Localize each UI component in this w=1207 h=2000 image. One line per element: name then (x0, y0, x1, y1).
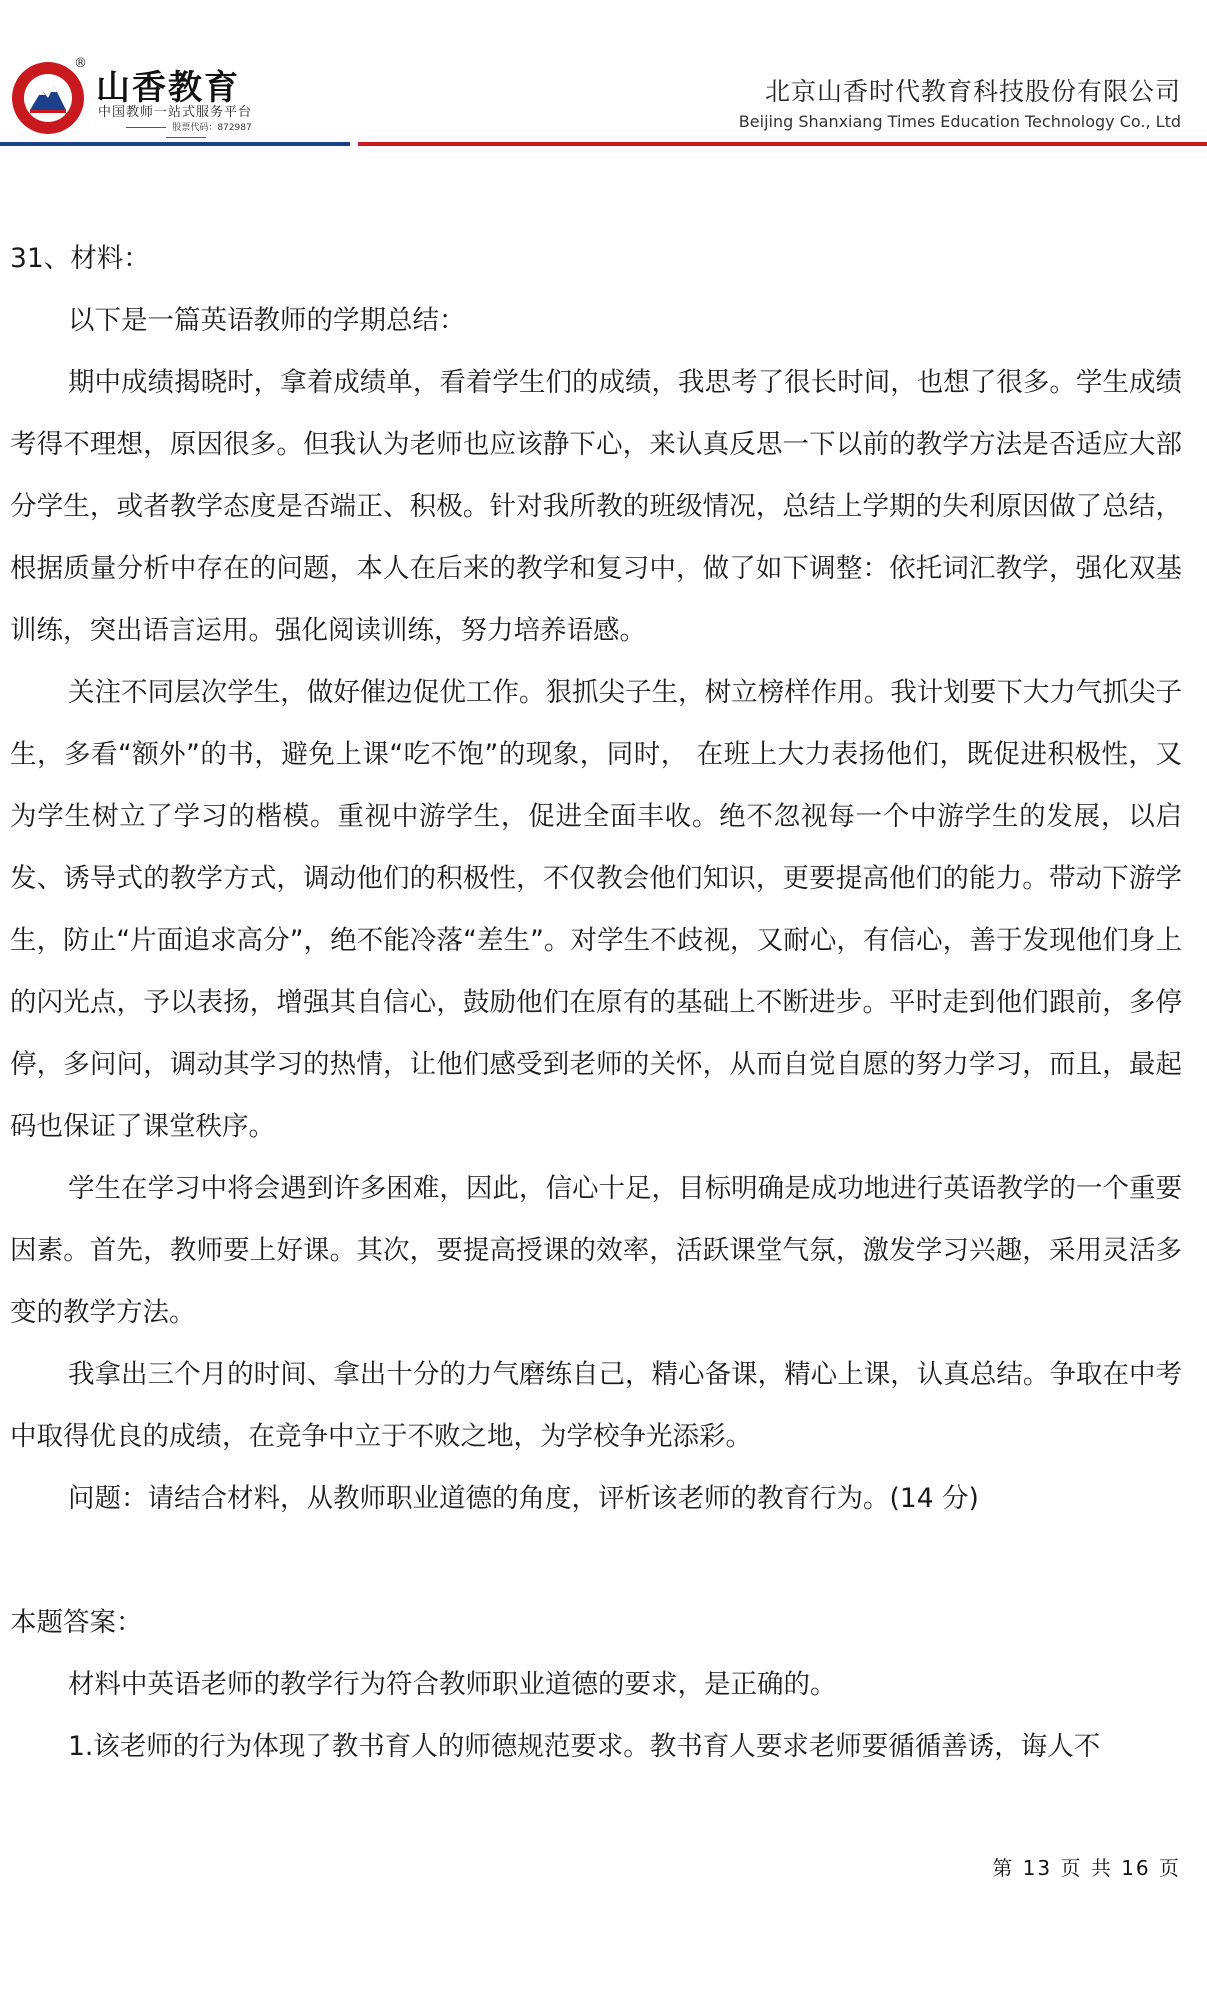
header-divider (0, 142, 1207, 146)
header-divider-red (358, 142, 1207, 146)
material-paragraph-4: 我拿出三个月的时间、拿出十分的力气磨练自己，精心备课，精心上课，认真总结。争取在中考中取得优良的成绩，在竞争中立于不败之地，为学校争光添彩。 (10, 1359, 1182, 1452)
document-body (10, 228, 1182, 1778)
material-paragraph-2: 关注不同层次学生，做好催边促优工作。狠抓尖子生，树立榜样作用。我计划要下大力气抓尖子生，多看“额外”的书，避免上课“吃不饱”的现象，同时， 在班上大力表扬他们，既促进积极性，又为学生树立了学习的楷模。重视中游学生，促进全面丰收。绝不忽视每一个中游学生的发展，以启发、诱导式的教学方式，调动他们的积极性，不仅教会他们知识，更要提高他们的能力。带动下游学生，防止“片面追求高分”，绝不能冷落“差生”。对学生不歧视，又耐心，有信心，善于发现他们身上的闪光点，予以表扬，增强其自信心，鼓励他们在原有的基础上不断进步。平时走到他们跟前，多停停，多问问，调动其学习的热情，让他们感受到老师的关怀，从而自觉自愿的努力学习，而且，最起码也保证了课堂秩序。 (10, 677, 1182, 1142)
answer-line-1: 材料中英语老师的教学行为符合教师职业道德的要求，是正确的。 (68, 1669, 837, 1700)
material-paragraph-3: 学生在学习中将会遇到许多困难，因此，信心十足，目标明确是成功地进行英语教学的一个重要因素。首先，教师要上好课。其次，要提高授课的效率，活跃课堂气氛，激发学习兴趣，采用灵活多变的教学方法。 (10, 1173, 1182, 1328)
page-indicator: 第 13 页 共 16 页 (992, 1856, 1181, 1880)
question-intro: 以下是一篇英语教师的学期总结： (68, 305, 466, 336)
material-paragraph-1: 期中成绩揭晓时，拿着成绩单，看着学生们的成绩，我思考了很长时间，也想了很多。学生成绩考得不理想，原因很多。但我认为老师也应该静下心，来认真反思一下以前的教学方法是否适应大部分学生，或者教学态度是否端正、积极。针对我所教的班级情况，总结上学期的失利原因做了总结，根据质量分析中存在的问题，本人在后来的教学和复习中，做了如下调整：依托词汇教学，强化双基训练，突出语言运用。强化阅读训练，努力培养语感。 (10, 367, 1182, 646)
brand-tagline: 中国教师一站式服务平台 (98, 105, 253, 120)
registered-mark: ® (74, 56, 87, 71)
company-name-cn: 北京山香时代教育科技股份有限公司 (764, 77, 1181, 106)
header-divider-blue (0, 142, 350, 146)
answer-line-2: 1.该老师的行为体现了教书育人的师德规范要求。教书育人要求老师要循循善诱，诲人不 (68, 1731, 1101, 1762)
question-number: 31、材料： (10, 243, 150, 274)
section-gap (10, 1530, 1182, 1592)
company-name-en: Beijing Shanxiang Times Education Technology Co., Ltd (738, 112, 1181, 131)
brand-name: 山香教育 (96, 68, 240, 108)
answer-label: 本题答案： (10, 1607, 143, 1638)
shanxiang-logo-icon (12, 62, 84, 134)
question-prompt: 问题：请结合材料，从教师职业道德的角度，评析该老师的教育行为。(14 分) (68, 1483, 979, 1514)
page-header (0, 0, 1207, 148)
stock-code: 股票代码：872987 (98, 120, 274, 143)
